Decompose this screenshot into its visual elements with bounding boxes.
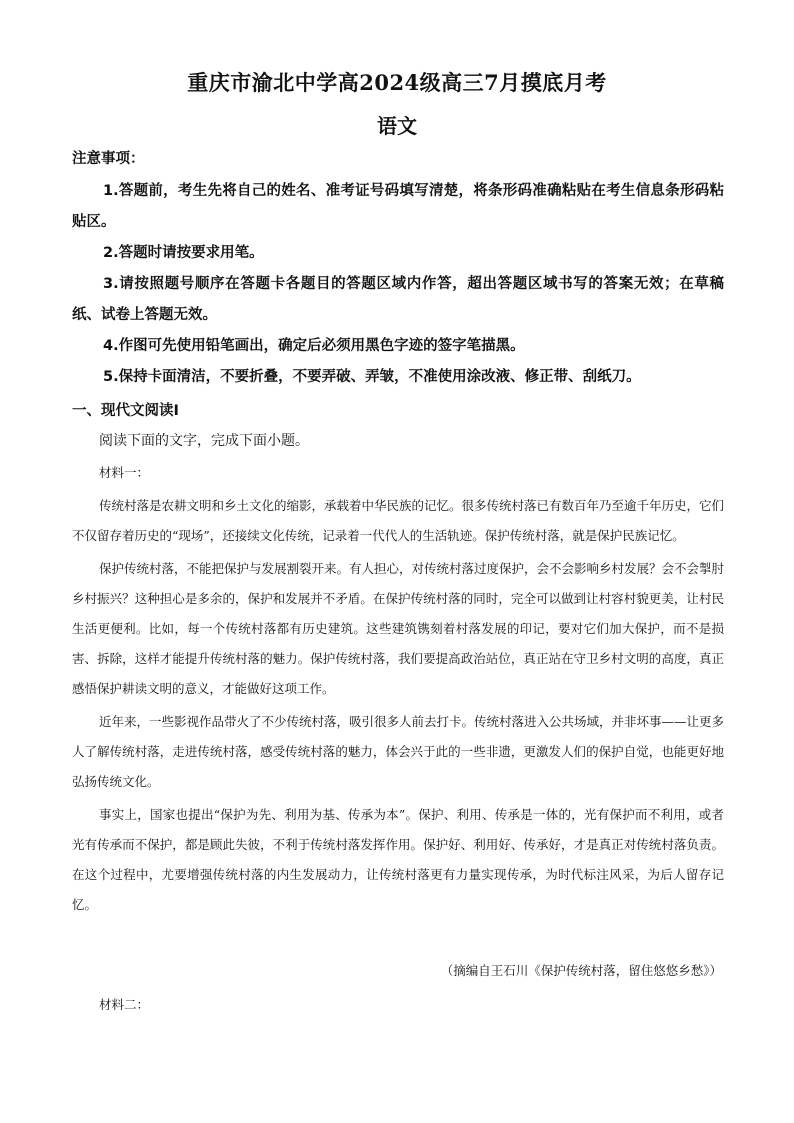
- passage-paragraph: 保护传统村落，不能把保护与发展割裂开来。有人担心，对传统村落过度保护，会不会影响乡村发展？会不会掣肘乡村振兴？这种担心是多余的，保护和发展并不矛盾。在保护传统村落的同时，完全可以做到让村容村貌更美，让村民生活更便利。比如，每一个传统村落都有历史建筑。这些建筑镌刻着村落发展的印记，要对它们加大保护，而不是损害、拆除，这样才能提升传统村落的魅力。保护传统村落，我们要提高政治站位，真正站在守卫乡村文明的高度，真正感悟保护耕读文明的意义，才能做好这项工作。: [72, 561, 725, 696]
- exam-title: 重庆市渝北中学高2024级高三7月摸底月考: [187, 70, 607, 95]
- note-item: 3.请按照题号顺序在答题卡各题目的答题区域内作答，超出答题区域书写的答案无效；在草稿纸、试卷上答题无效。: [72, 276, 724, 323]
- material1-source: （摘编自王石川《保护传统村落，留住悠悠乡愁》）: [440, 963, 722, 978]
- notes-heading: 注意事项：: [72, 151, 145, 167]
- section-heading: 一、现代文阅读Ⅰ: [72, 403, 179, 419]
- material1-passage: [72, 491, 724, 923]
- passage-paragraph: 事实上，国家也提出“保护为先、利用为基、传承为本”。保护、利用、传承是一体的，光有保护而不利用，或者光有传承而不保护，都是顾此失彼，不利于传统村落发挥作用。保护好、利用好、传承好，才是真正对传统村落负责。在这个过程中，尤要增强传统村落的内生发展动力，让传统村落更有力量实现传承，为时代标注风采，为后人留存记忆。: [72, 807, 724, 912]
- note-item: 1.答题前，考生先将自己的姓名、准考证号码填写清楚，将条形码准确粘贴在考生信息条形码粘贴区。: [72, 183, 724, 230]
- subject-title: 语文: [377, 114, 417, 138]
- note-item: 5.保持卡面清洁，不要折叠，不要弄破、弄皱，不准使用涂改液、修正带、刮纸刀。: [103, 369, 641, 385]
- reading-instruction: 阅读下面的文字，完成下面小题。: [99, 433, 309, 449]
- passage-paragraph: 传统村落是农耕文明和乡土文化的缩影，承载着中华民族的记忆。很多传统村落已有数百年乃至逾千年历史，它们不仅留存着历史的“现场”，还接续文化传统，记录着一代代人的生活轨迹。保护传统村落，就是保护民族记忆。: [72, 498, 725, 543]
- material1-label: 材料一：: [99, 465, 150, 480]
- notes-list: [72, 176, 724, 393]
- note-item: 2.答题时请按要求用笔。: [103, 245, 264, 261]
- passage-paragraph: 近年来，一些影视作品带火了不少传统村落，吸引很多人前去打卡。传统村落进入公共场域，并非坏事——让更多人了解传统村落，走进传统村落，感受传统村落的魅力，体会兴于此的一些非遗，更激发人们的保护自觉，也能更好地弘扬传统文化。: [72, 714, 725, 789]
- material2-label: 材料二：: [99, 997, 150, 1012]
- note-item: 4.作图可先使用铅笔画出，确定后必须用黑色字迹的签字笔描黑。: [103, 338, 525, 354]
